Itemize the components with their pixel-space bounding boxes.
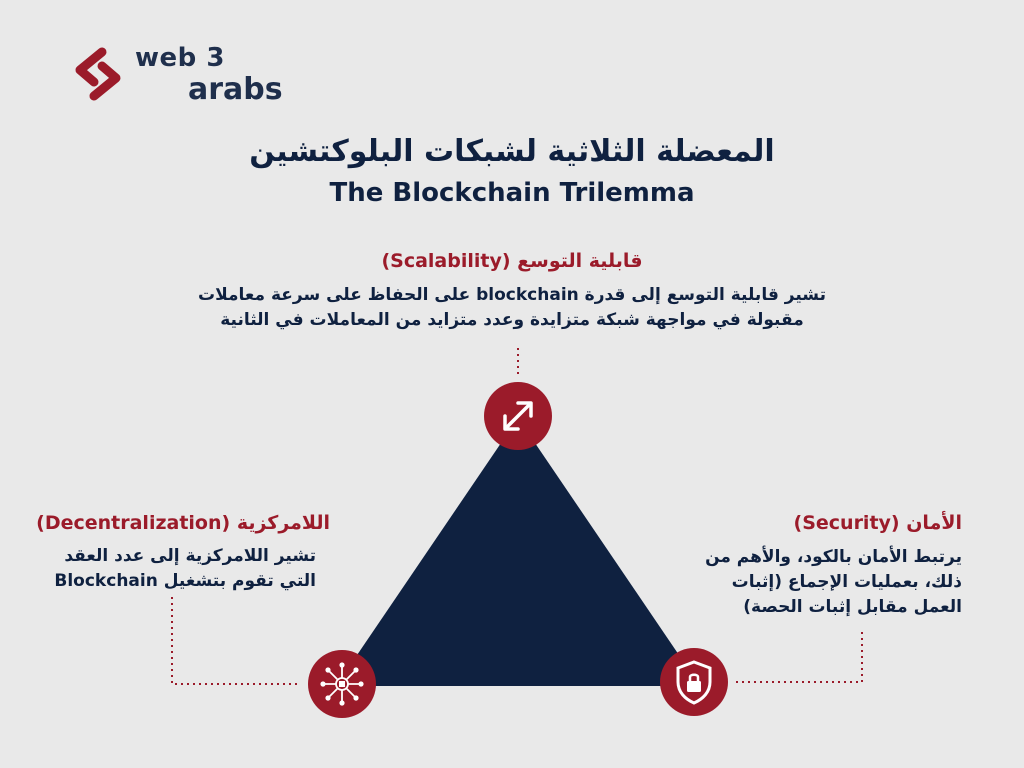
decentralization-description <box>20 544 316 594</box>
scalability-line-2: مقبولة في مواجهة شبكة متزايدة وعدد متزايد من المعاملات في الثانية <box>220 310 804 330</box>
left-connector <box>172 597 300 684</box>
security-node <box>660 648 728 716</box>
logo-text-web3: web 3 <box>135 43 225 73</box>
trilemma-triangle <box>336 418 700 686</box>
scalability-line-1: تشير قابلية التوسع إلى قدرة blockchain على الحفاظ على سرعة معاملات <box>198 285 826 305</box>
lock-shield-icon <box>660 648 728 716</box>
security-description <box>700 545 962 620</box>
decentralization-heading: اللامركزية (Decentralization) <box>36 512 330 534</box>
scalability-node <box>484 382 552 450</box>
security-heading: الأمان (Security) <box>793 512 962 534</box>
page-title-english: The Blockchain Trilemma <box>329 178 695 208</box>
right-connector <box>736 632 862 682</box>
scalability-heading: قابلية التوسع (Scalability) <box>381 250 643 272</box>
logo-text-arabs: arabs <box>188 72 283 107</box>
security-line-3: العمل مقابل إثبات الحصة) <box>743 597 962 617</box>
page-title-arabic: المعضلة الثلاثية لشبكات البلوكتشين <box>249 134 775 169</box>
decentralization-line-2: التي تقوم بتشغيل Blockchain <box>54 571 316 591</box>
security-line-1: يرتبط الأمان بالكود، والأهم من <box>705 547 962 567</box>
decentralization-line-1: تشير اللامركزية إلى عدد العقد <box>64 546 316 566</box>
decentralization-node <box>308 650 376 718</box>
network-nodes-icon <box>308 650 376 718</box>
security-line-2: ذلك، بعمليات الإجماع (إثبات <box>731 572 962 592</box>
scalability-description <box>170 283 854 333</box>
expand-arrows-icon <box>484 382 552 450</box>
